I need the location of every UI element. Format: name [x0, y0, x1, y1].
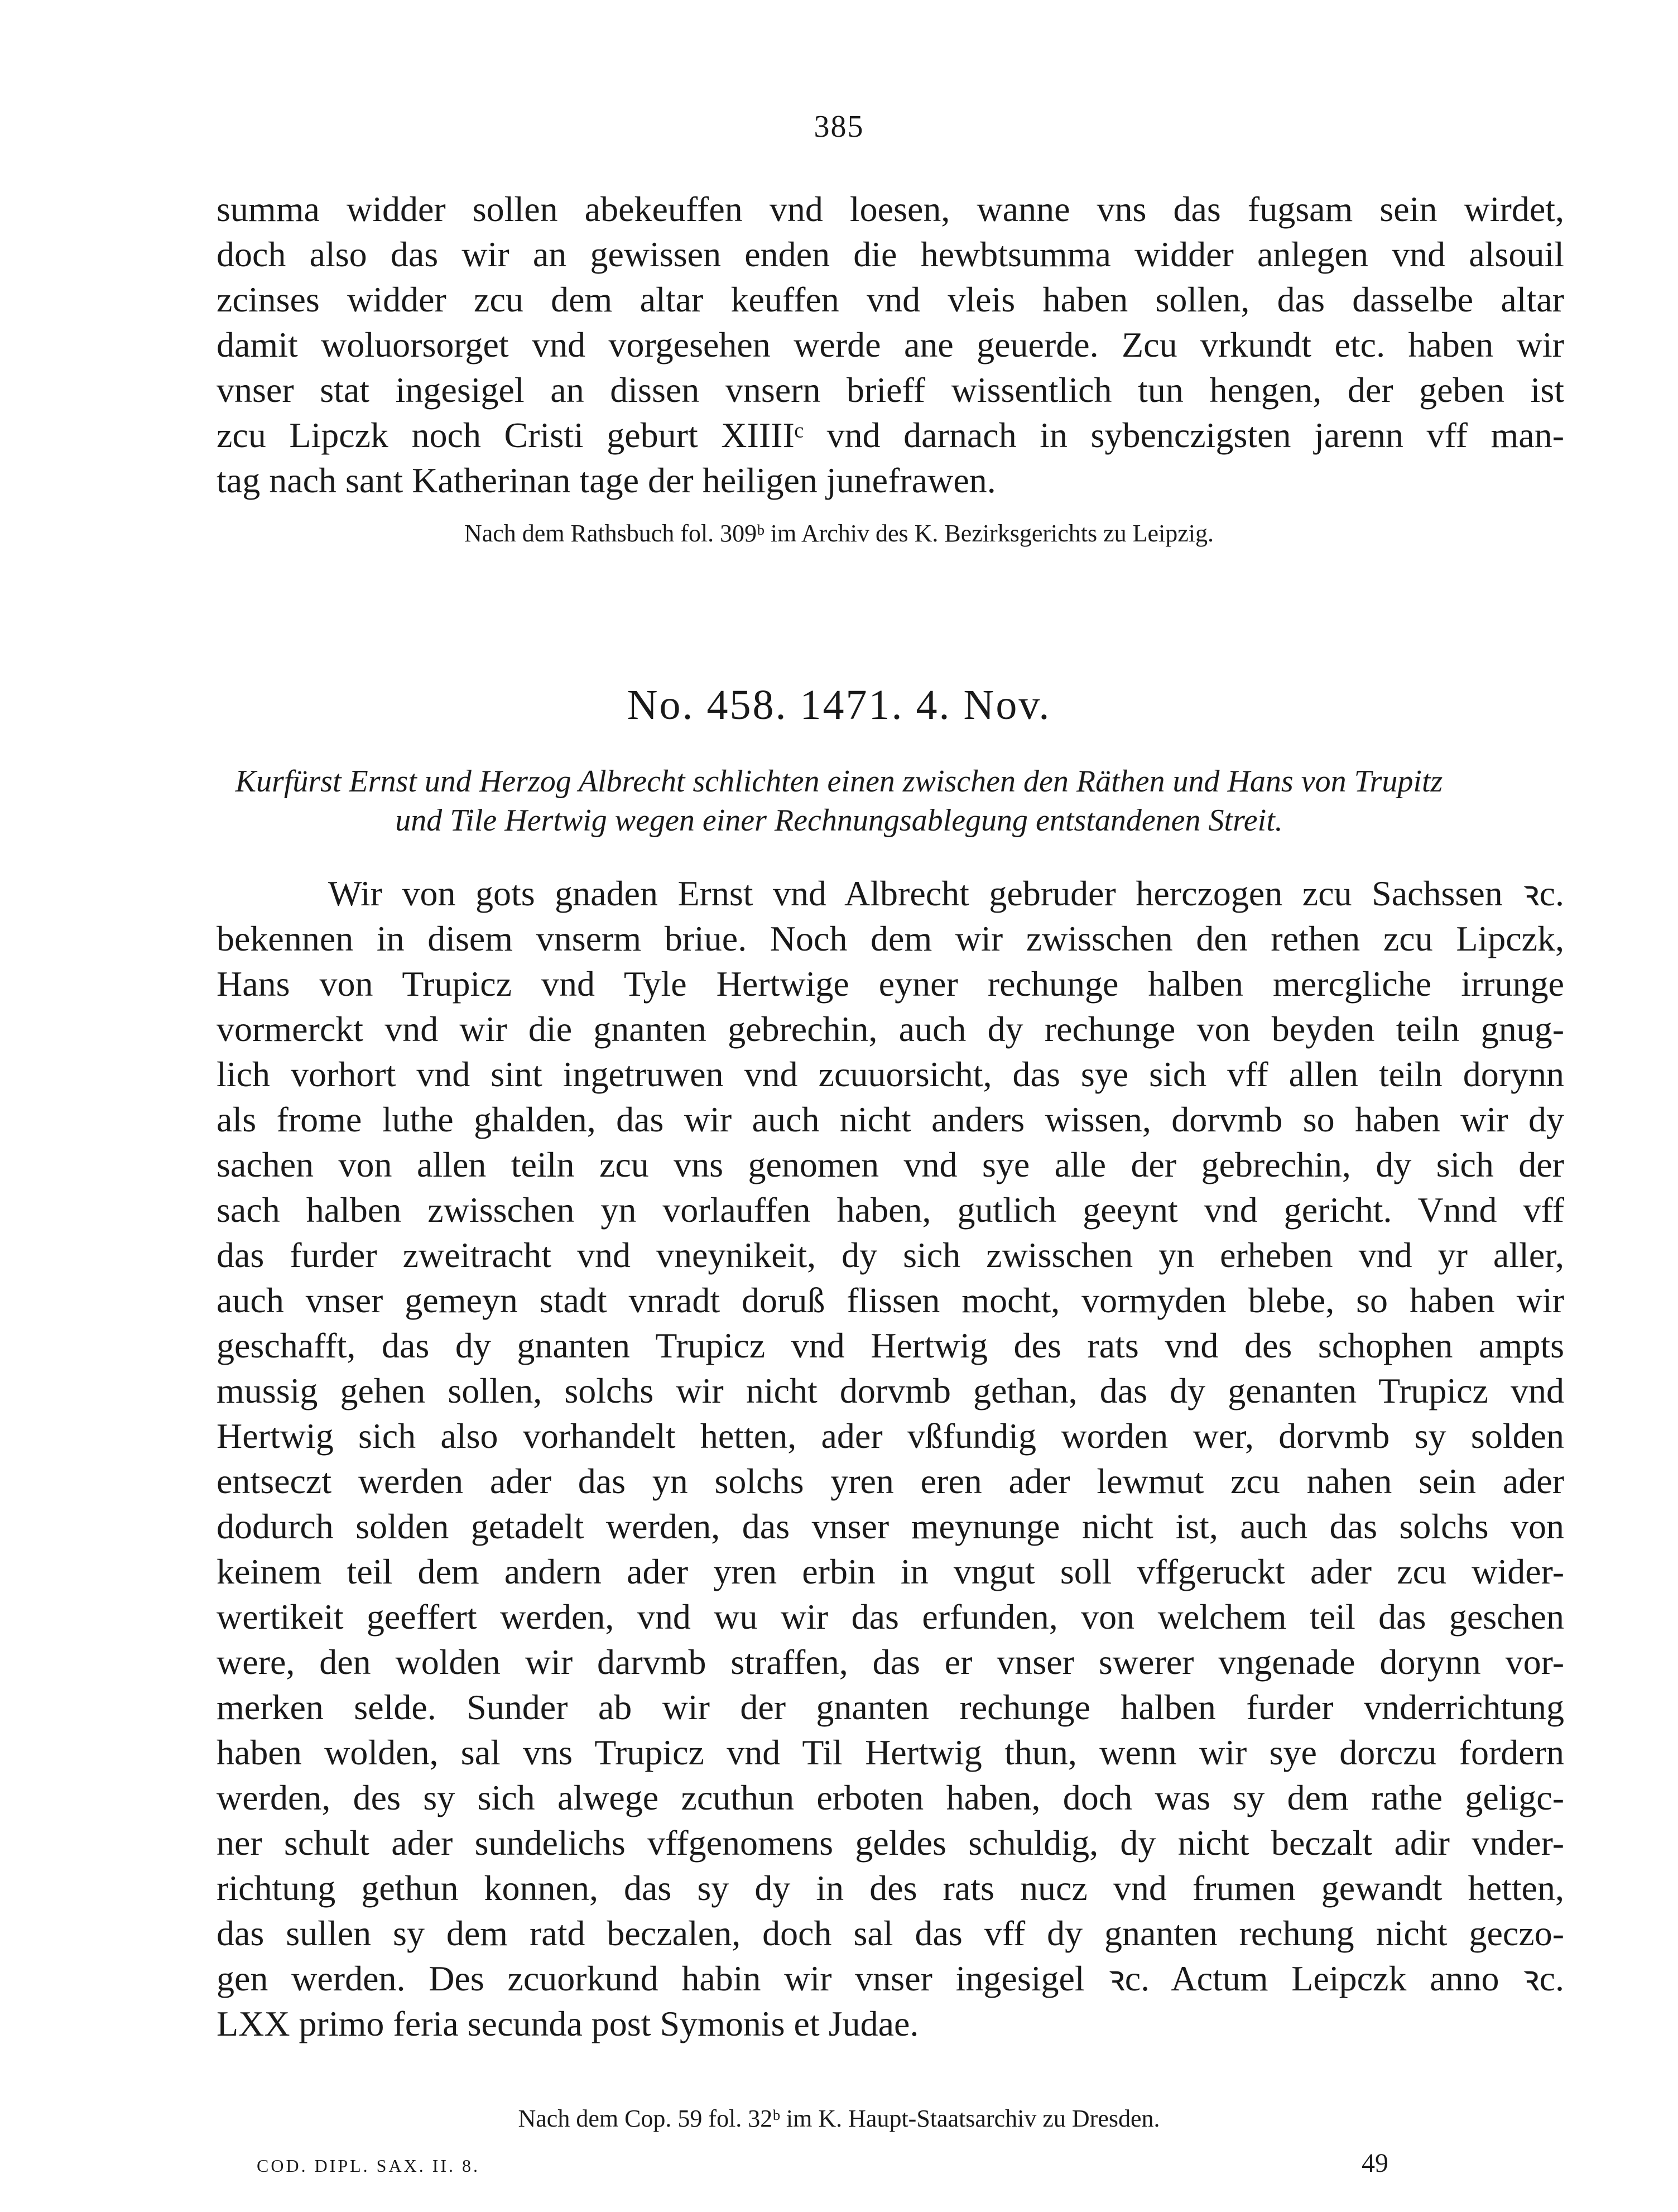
document-heading: No. 458. 1471. 4. Nov.: [627, 682, 1051, 728]
continued-text-line: vnser stat ingesigel an dissen vnsern brieff wissentlich tun hengen, der geben ist: [217, 370, 1564, 410]
footer-sheet-number: 49: [1362, 2148, 1388, 2178]
continued-text: [217, 186, 1564, 503]
continued-text-line: doch also das wir an gewissen enden die hewbtsumma widder anlegen vnd alsouil: [217, 234, 1564, 274]
top-source-note: Nach dem Rathsbuch fol. 309ᵇ im Archiv des K. Bezirksgerichts zu Leipzig.: [464, 520, 1214, 547]
body-text-line: geschafft, das dy gnanten Trupicz vnd Hertwig des rats vnd des schophen ampts: [217, 1326, 1564, 1365]
body-text-line: keinem teil dem andern ader yren erbin in vngut soll vffgeruckt ader zcu wider-: [217, 1552, 1564, 1591]
body-text-line: werden, des sy sich alwege zcuthun erboten haben, doch was sy dem rathe geligc-: [217, 1778, 1564, 1817]
body-text-line: LXX primo feria secunda post Symonis et Judae.: [217, 2004, 919, 2043]
body-text-line: bekennen in disem vnserm briue. Noch dem wir zwisschen den rethen zcu Lipczk,: [217, 919, 1564, 958]
continued-text-line: zcinses widder zcu dem altar keuffen vnd vleis haben sollen, das dasselbe altar: [217, 280, 1564, 319]
body-text-line: lich vorhort vnd sint ingetruwen vnd zcuuorsicht, das sye sich vff allen teiln dorynn: [217, 1054, 1564, 1094]
body-text-line: sach halben zwisschen yn vorlauffen haben, gutlich geeynt vnd gericht. Vnnd vff: [217, 1190, 1564, 1230]
body-text-line: das furder zweitracht vnd vneynikeit, dy sich zwisschen yn erheben vnd yr aller,: [217, 1235, 1564, 1275]
body-text-line: das sullen sy dem ratd beczalen, doch sal das vff dy gnanten rechung nicht geczo-: [217, 1913, 1564, 1953]
summary-line: und Tile Hertwig wegen einer Rechnungsablegung entstandenen Streit.: [395, 803, 1283, 838]
continued-text-line: zcu Lipczk noch Cristi geburt XIIIIᶜ vnd darnach in sybenczigsten jarenn vff man-: [217, 415, 1564, 455]
body-text-line: mussig gehen sollen, solchs wir nicht dorvmb gethan, das dy genanten Trupicz vnd: [217, 1371, 1564, 1410]
body-text-line: richtung gethun konnen, das sy dy in des rats nucz vnd frumen gewandt hetten,: [217, 1868, 1564, 1908]
body-text-line: entseczt werden ader das yn solchs yren eren ader lewmut zcu nahen sein ader: [217, 1461, 1564, 1501]
body-text-line: merken selde. Sunder ab wir der gnanten rechunge halben furder vnderrichtung: [217, 1687, 1564, 1727]
body-text-line: als frome luthe ghalden, das wir auch nicht anders wissen, dorvmb so haben wir dy: [217, 1100, 1564, 1139]
summary-line: Kurfürst Ernst und Herzog Albrecht schlichten einen zwischen den Räthen und Hans von Trupitz: [235, 764, 1443, 799]
body-text-line: Wir von gots gnaden Ernst vnd Albrecht gebruder herczogen zcu Sachssen ꝛc.: [328, 874, 1564, 913]
continued-text-line: summa widder sollen abekeuffen vnd loesen, wanne vns das fugsam sein wirdet,: [217, 189, 1564, 229]
body-text-line: wertikeit geeffert werden, vnd wu wir das erfunden, von welchem teil das geschen: [217, 1597, 1564, 1637]
body-text-line: ner schult ader sundelichs vffgenomens geldes schuldig, dy nicht beczalt adir vnder-: [217, 1823, 1564, 1863]
body-text-line: Hans von Trupicz vnd Tyle Hertwige eyner rechunge halben mercgliche irrunge: [217, 964, 1564, 1004]
document-body: [217, 871, 1564, 2046]
page-number: 385: [814, 109, 864, 144]
body-text-line: were, den wolden wir darvmb straffen, das er vnser swerer vngenade dorynn vor-: [217, 1642, 1564, 1682]
body-text-line: haben wolden, sal vns Trupicz vnd Til Hertwig thun, wenn wir sye dorczu fordern: [217, 1733, 1564, 1772]
body-text-line: vormerckt vnd wir die gnanten gebrechin, auch dy rechunge von beyden teiln gnug-: [217, 1009, 1564, 1049]
continued-text-line: tag nach sant Katherinan tage der heiligen junefrawen.: [217, 460, 996, 500]
body-text-line: dodurch solden getadelt werden, das vnser meynunge nicht ist, auch das solchs von: [217, 1506, 1564, 1546]
continued-text-line: damit woluorsorget vnd vorgesehen werde ane geuerde. Zcu vrkundt etc. haben wir: [217, 325, 1564, 364]
body-text-line: sachen von allen teiln zcu vns genomen vnd sye alle der gebrechin, dy sich der: [217, 1145, 1564, 1184]
body-source-note: Nach dem Cop. 59 fol. 32ᵇ im K. Haupt-Staatsarchiv zu Dresden.: [518, 2105, 1160, 2132]
footer-signature: COD. DIPL. SAX. II. 8.: [257, 2156, 480, 2176]
body-text-line: gen werden. Des zcuorkund habin wir vnser ingesigel ꝛc. Actum Leipczk anno ꝛc.: [217, 1959, 1564, 1998]
body-text-line: auch vnser gemeyn stadt vnradt doruß flissen mocht, vormyden blebe, so haben wir: [217, 1280, 1564, 1320]
body-text-line: Hertwig sich also vorhandelt hetten, ader vßfundig worden wer, dorvmb sy solden: [217, 1416, 1564, 1456]
document-summary: [0, 762, 1678, 840]
